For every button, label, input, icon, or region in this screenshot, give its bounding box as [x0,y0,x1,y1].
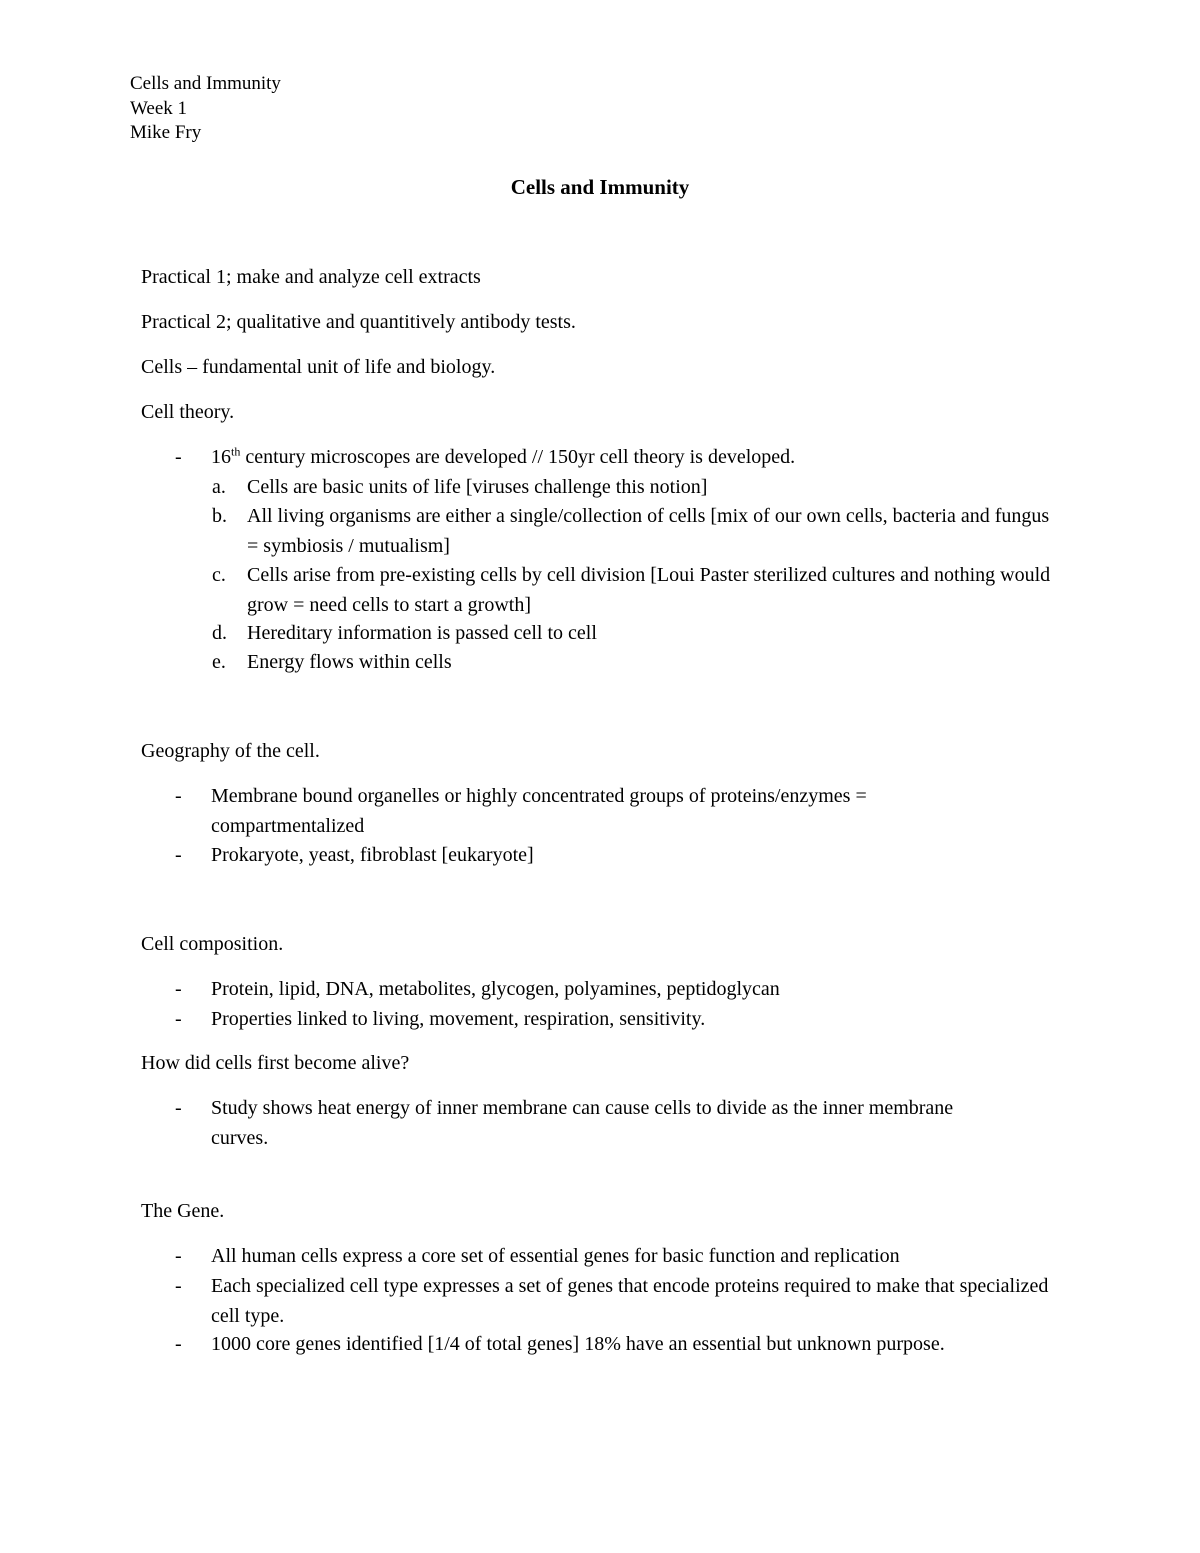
bullet-text: All human cells express a core set of essential genes for basic function and replication [211,1245,900,1267]
bullet-text: Each specialized cell type expresses a set of genes that encode proteins required to make that specialized cell type. [211,1275,1049,1327]
bullet-dash: - [175,785,182,807]
bullet-text [211,443,1055,473]
cell-theory-bullet [175,443,1055,473]
practical-2: Practical 2; qualitative and quantitively antibody tests. [141,311,576,333]
bullet-dash: - [175,1008,182,1030]
composition-bullet-1 [175,975,1055,1005]
gene-bullet-1 [175,1242,1055,1272]
bullet-text: Membrane bound organelles or highly concentrated groups of proteins/enzymes = compartmentalized [211,785,867,837]
bullet-text: Prokaryote, yeast, fibroblast [eukaryote] [211,844,534,866]
gene-heading: The Gene. [141,1200,225,1222]
list-item-text: All living organisms are either a single/collection of cells [mix of our own cells, bacteria and fungus = symbiosis / mutualism] [247,505,1050,557]
geography-heading: Geography of the cell. [141,740,320,762]
bullet-dash: - [175,1245,182,1267]
ordinal-superscript: th [231,444,241,459]
bullet-text: Properties linked to living, movement, respiration, sensitivity. [211,1008,706,1030]
bullet-dash: - [175,978,182,1000]
header-week: Week 1 [130,97,188,119]
header-author: Mike Fry [130,122,202,143]
practical-1: Practical 1; make and analyze cell extracts [141,266,481,288]
bullet-text-rest: century microscopes are developed // 150yr cell theory is developed. [240,446,796,468]
bullet-text: Study shows heat energy of inner membrane can cause cells to divide as the inner membrane curves. [211,1097,954,1149]
list-marker: b. [212,505,227,527]
cell-theory-item-c [212,561,1062,620]
cell-theory-item-b [212,502,1062,561]
list-marker: a. [212,476,226,498]
gene-bullet-2 [175,1272,1055,1331]
list-marker: c. [212,564,226,586]
list-item-text: Hereditary information is passed cell to cell [247,622,597,644]
gene-bullet-3 [175,1330,1055,1360]
composition-bullet-2 [175,1005,1055,1035]
header-course: Cells and Immunity [130,73,281,94]
cell-theory-item-d [212,619,1062,649]
bullet-dash: - [175,1275,182,1297]
list-marker: e. [212,651,226,673]
geography-bullet-2 [175,841,1055,871]
document-header [130,72,281,146]
bullet-dash: - [175,1097,182,1119]
document-title: Cells and Immunity [510,175,690,199]
bullet-dash: - [175,1333,182,1355]
cells-definition: Cells – fundamental unit of life and biology. [141,356,496,378]
list-item-text: Cells arise from pre-existing cells by cell division [Loui Paster sterilized cultures and nothing would grow = need cells to start a growth] [247,564,1051,616]
list-item-text: Cells are basic units of life [viruses challenge this notion] [247,476,708,498]
composition-heading: Cell composition. [141,933,284,955]
bullet-text: 1000 core genes identified [1/4 of total genes] 18% have an essential but unknown purpose. [211,1333,945,1355]
cell-theory-item-a [212,473,1062,503]
bullet-dash: - [175,446,182,468]
alive-bullet-1 [175,1094,1055,1153]
bullet-text-prefix: 16 [211,446,231,468]
bullet-text: Protein, lipid, DNA, metabolites, glycogen, polyamines, peptidoglycan [211,978,780,1000]
alive-heading: How did cells first become alive? [141,1052,410,1074]
list-item-text: Energy flows within cells [247,651,452,673]
list-marker: d. [212,622,227,644]
geography-bullet-1 [175,782,1055,841]
cell-theory-heading: Cell theory. [141,401,235,423]
bullet-dash: - [175,844,182,866]
cell-theory-item-e [212,648,1062,678]
